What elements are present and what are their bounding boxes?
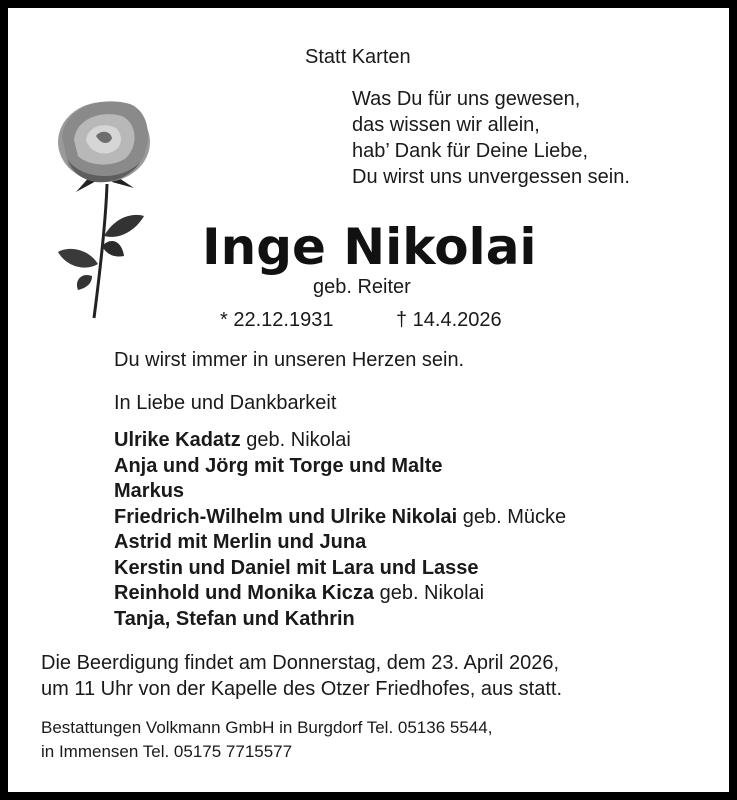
family-entry xyxy=(114,556,566,582)
maiden-name: geb. Reiter xyxy=(313,276,411,298)
birth-date: * 22.12.1931 xyxy=(220,309,334,331)
poem-line: Du wirst uns unvergessen sein. xyxy=(352,166,630,188)
undertaker-line: in Immensen Tel. 05175 7715577 xyxy=(41,742,293,761)
family-entry xyxy=(114,479,566,505)
closing-text: In Liebe und Dankbarkeit xyxy=(114,392,337,414)
family-list xyxy=(114,428,566,632)
family-entry xyxy=(114,454,566,480)
funeral-info xyxy=(41,650,562,702)
family-entry xyxy=(114,581,566,607)
poem-line: das wissen wir allein, xyxy=(352,114,540,136)
funeral-line: um 11 Uhr von der Kapelle des Otzer Friedhofes, aus statt. xyxy=(41,678,562,700)
family-names: Markus xyxy=(114,480,185,502)
family-note: geb. Nikolai xyxy=(374,582,485,604)
family-entry xyxy=(114,428,566,454)
rose-icon xyxy=(52,96,162,326)
header-text: Statt Karten xyxy=(305,46,411,68)
family-entry xyxy=(114,530,566,556)
family-names: Reinhold und Monika Kicza xyxy=(114,582,375,604)
family-names: Anja und Jörg mit Torge und Malte xyxy=(114,454,443,477)
undertaker-line: Bestattungen Volkmann GmbH in Burgdorf Tel. 05136 5544, xyxy=(41,718,493,737)
poem xyxy=(352,86,630,190)
family-names: Friedrich-Wilhelm und Ulrike Nikolai xyxy=(114,505,458,528)
family-names: Kerstin und Daniel mit Lara und Lasse xyxy=(114,556,479,579)
obituary-card xyxy=(8,8,729,792)
undertaker-info xyxy=(41,716,492,764)
poem-line: hab’ Dank für Deine Liebe, xyxy=(352,140,589,162)
family-names: Ulrike Kadatz xyxy=(114,429,241,451)
deceased-name: Inge Nikolai xyxy=(202,218,537,276)
funeral-line: Die Beerdigung findet am Donnerstag, dem 23. April 2026, xyxy=(41,652,560,674)
family-names: Tanja, Stefan und Kathrin xyxy=(114,607,355,630)
family-names: Astrid mit Merlin und Juna xyxy=(114,531,367,553)
poem-line: Was Du für uns gewesen, xyxy=(352,88,581,110)
family-note: geb. Mücke xyxy=(457,505,567,528)
family-entry xyxy=(114,505,566,531)
saying-text: Du wirst immer in unseren Herzen sein. xyxy=(114,349,465,371)
death-date: † 14.4.2026 xyxy=(396,309,502,331)
family-note: geb. Nikolai xyxy=(240,429,351,451)
family-entry xyxy=(114,607,566,633)
